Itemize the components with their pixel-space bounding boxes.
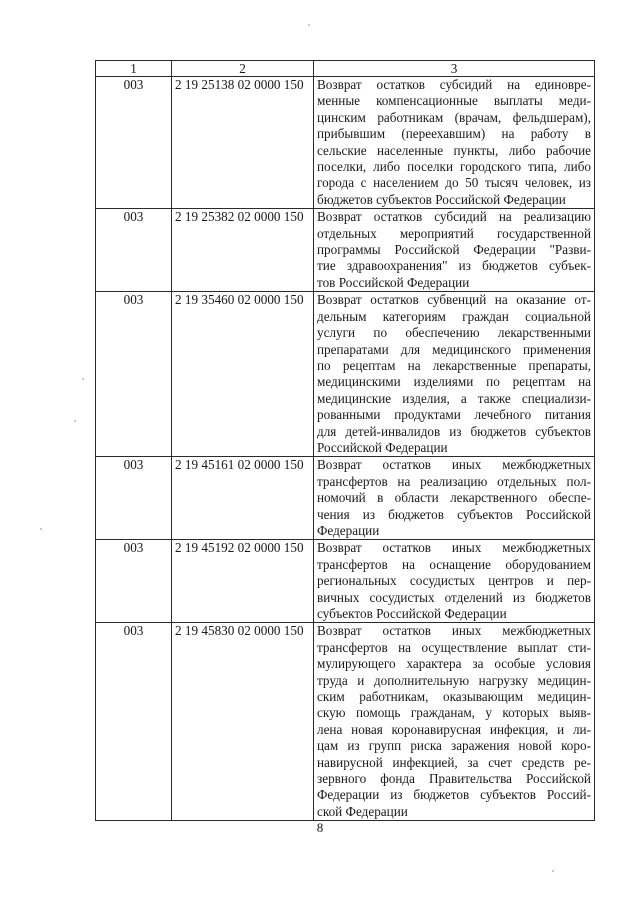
- description-line: препаратами для медицинского применения: [317, 341, 591, 357]
- description-line: Возврат остатков иных межбюджетных: [317, 623, 591, 639]
- budget-classification-code-cell: 2 19 35460 02 0000 150: [172, 292, 314, 457]
- description-line: номочий в области лекарственного обеспе-: [317, 490, 591, 506]
- description-line: Федерации: [317, 522, 380, 538]
- description-line: города с населением до 50 тысяч человек, из: [317, 175, 591, 191]
- description-line: тие здравоохранения" из бюджетов субъек-: [317, 258, 591, 274]
- description-line: мулирующего характера за особые условия: [317, 656, 591, 672]
- administrator-code-cell: 003: [96, 77, 172, 209]
- table-row: [96, 292, 595, 457]
- description-line: менные компенсационные выплаты меди-: [317, 93, 591, 109]
- description-line: услуги по обеспечению лекарственными: [317, 325, 591, 341]
- description-line: навирусной инфекцией, за счет средств ре-: [317, 754, 591, 770]
- description-line: бюджетов субъектов Российской Федерации: [317, 191, 566, 207]
- budget-classification-code-cell: 2 19 45830 02 0000 150: [172, 623, 314, 821]
- description-line: Возврат остатков иных межбюджетных: [317, 540, 591, 556]
- description-line: сельские населенные пункты, либо рабочие: [317, 142, 591, 158]
- description-line: прибывшим (переехавшим) на работу в: [317, 126, 591, 142]
- description-line: цам из групп риска заражения новой коро-: [317, 738, 591, 754]
- income-description-cell: [314, 292, 595, 457]
- table-row: [96, 540, 595, 623]
- income-description-cell: [314, 540, 595, 623]
- table-row: [96, 457, 595, 540]
- budget-classification-code-cell: 2 19 25382 02 0000 150: [172, 209, 314, 292]
- description-line: поселки, либо поселки городского типа, либо: [317, 159, 591, 175]
- description-line: трансфертов на оснащение оборудованием: [317, 556, 591, 572]
- description-line: дельным категориям граждан социальной: [317, 308, 591, 324]
- income-description-cell: [314, 623, 595, 821]
- description-line: зервного фонда Правительства Российской: [317, 771, 591, 787]
- scan-speck: [552, 870, 554, 872]
- description-line: по рецептам на лекарственные препараты,: [317, 357, 591, 373]
- description-line: вичных сосудистых отделений из бюджетов: [317, 589, 591, 605]
- description-line: Возврат остатков субвенций на оказание от-: [317, 292, 591, 308]
- description-line: скую помощь гражданам, у которых выяв-: [317, 705, 591, 721]
- table-row: [96, 209, 595, 292]
- description-line: цинским работникам (врачам, фельдшерам),: [317, 109, 591, 125]
- description-line: тов Российской Федерации: [317, 274, 470, 290]
- table-row: [96, 623, 595, 821]
- income-description-cell: [314, 209, 595, 292]
- administrator-code-cell: 003: [96, 209, 172, 292]
- description-line: для детей-инвалидов из бюджетов субъектов: [317, 423, 591, 439]
- description-line: ским работникам, оказывающим медицин-: [317, 689, 591, 705]
- budget-classification-table: [95, 60, 595, 821]
- column-header-3: 3: [314, 61, 595, 77]
- budget-classification-code-cell: 2 19 45192 02 0000 150: [172, 540, 314, 623]
- column-header-2: 2: [172, 61, 314, 77]
- description-line: лена новая коронавирусная инфекция, и ли-: [317, 721, 591, 737]
- administrator-code-cell: 003: [96, 292, 172, 457]
- description-line: региональных сосудистых центров и пер-: [317, 573, 591, 589]
- column-header-1: 1: [96, 61, 172, 77]
- description-line: рованными продуктами лечебного питания: [317, 407, 591, 423]
- description-line: программы Российской Федерации "Разви-: [317, 242, 591, 258]
- description-line: медицинскими изделиями по рецептам на: [317, 374, 591, 390]
- budget-classification-code-cell: 2 19 45161 02 0000 150: [172, 457, 314, 540]
- income-description-cell: [314, 77, 595, 209]
- description-line: трансфертов на реализацию отдельных пол-: [317, 473, 591, 489]
- income-description-cell: [314, 457, 595, 540]
- scan-speck: [308, 24, 310, 26]
- description-line: труда и дополнительную нагрузку медицин-: [317, 672, 591, 688]
- description-line: чения из бюджетов субъектов Российской: [317, 506, 591, 522]
- description-line: Возврат остатков субсидий на единовре-: [317, 77, 591, 92]
- scan-speck: [82, 378, 84, 380]
- budget-classification-code-cell: 2 19 25138 02 0000 150: [172, 77, 314, 209]
- administrator-code-cell: 003: [96, 540, 172, 623]
- description-line: Федерации из бюджетов субъектов Россий-: [317, 787, 591, 803]
- description-line: Возврат остатков иных межбюджетных: [317, 457, 591, 473]
- description-line: трансфертов на осуществление выплат сти-: [317, 639, 591, 655]
- description-line: субъектов Российской Федерации: [317, 606, 507, 621]
- table-header-row: [96, 61, 595, 77]
- scan-speck: [40, 528, 42, 530]
- description-line: медицинские изделия, а также специализи-: [317, 390, 591, 406]
- description-line: Российской Федерации: [317, 439, 448, 455]
- table-body: [96, 77, 595, 821]
- administrator-code-cell: 003: [96, 457, 172, 540]
- table-row: [96, 77, 595, 209]
- page-number: 8: [316, 820, 324, 835]
- description-line: Возврат остатков субсидий на реализацию: [317, 209, 591, 225]
- administrator-code-cell: 003: [96, 623, 172, 821]
- scan-speck: [74, 420, 76, 422]
- description-line: отдельных мероприятий государственной: [317, 225, 591, 241]
- description-line: ской Федерации: [317, 803, 408, 819]
